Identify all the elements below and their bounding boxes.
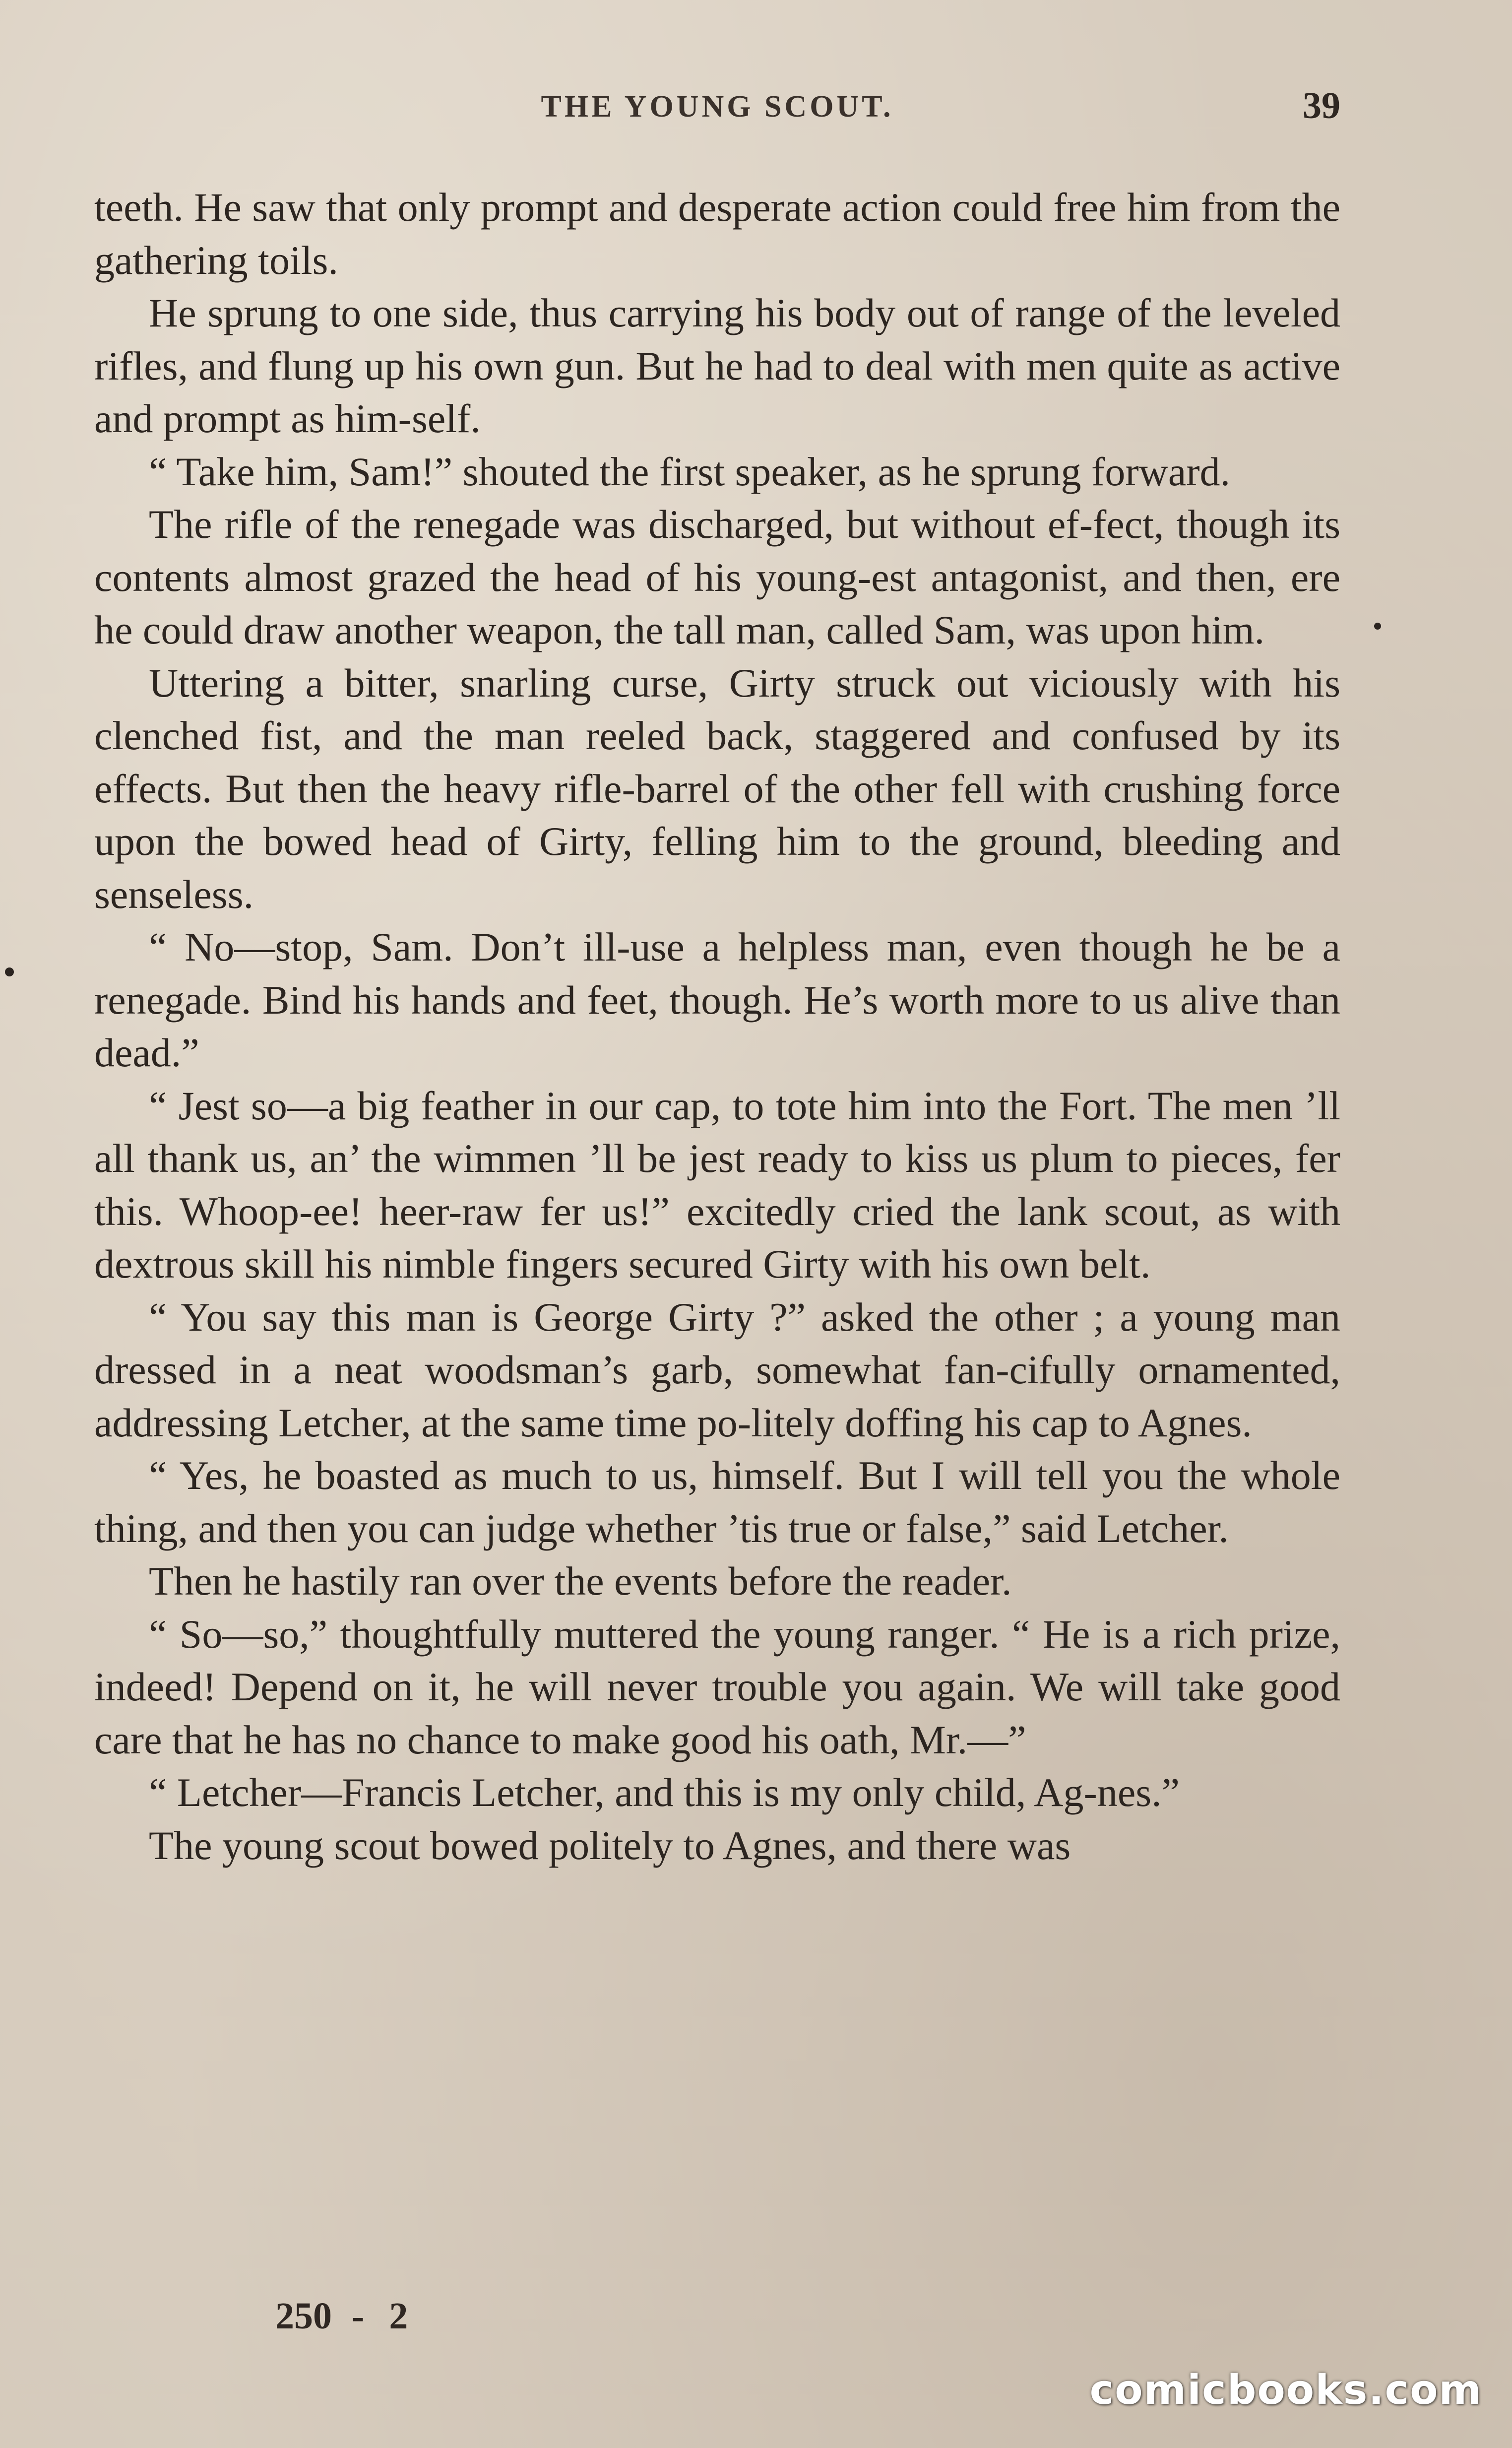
paragraph: “ Take him, Sam!” shouted the first speaker, as he sprung forward. — [149, 449, 1231, 494]
paragraph: “ You say this man is George Girty ?” asked the other ; a young man dressed in a neat woodsman’s garb, somewhat fan-cifully ornamented, addressing Letcher, at the same time po-litely doffing his cap to Agnes. — [94, 1294, 1340, 1445]
paragraph: “ Jest so—a big feather in our cap, to tote him into the Fort. The men ’ll all thank us, an’ the wimmen ’ll be jest ready to kiss us plum to pieces, fer this. Whoop-ee! heer-raw fer us!” excitedly cried the lank scout, as with dextrous skill his nimble fingers secured Girty with his own belt. — [94, 1083, 1340, 1287]
signature-separator: - — [352, 2295, 365, 2337]
ink-speck — [1374, 623, 1381, 630]
printer-signature — [275, 2295, 408, 2338]
body-text — [94, 181, 1340, 1872]
page-number: 39 — [1303, 85, 1340, 127]
signature-number: 250 — [275, 2295, 332, 2337]
paragraph: “ No—stop, Sam. Don’t ill-use a helpless man, even though he be a renegade. Bind his hands and feet, though. He’s worth more to us alive than dead.” — [94, 924, 1340, 1075]
paragraph: “ Yes, he boasted as much to us, himself. But I will tell you the whole thing, and then you can judge whether ’tis true or false,” said Letcher. — [94, 1453, 1340, 1551]
paragraph: Then he hastily ran over the events before the reader. — [149, 1558, 1012, 1604]
watermark: comicbooks.com — [1089, 2367, 1482, 2414]
paragraph: “ Letcher—Francis Letcher, and this is my only child, Ag-nes.” — [149, 1770, 1180, 1815]
page-header — [94, 84, 1340, 134]
ink-speck — [5, 967, 14, 976]
running-title: THE YOUNG SCOUT. — [541, 90, 894, 124]
sheet-number: 2 — [389, 2295, 408, 2337]
paragraph: teeth. He saw that only prompt and desperate action could free him from the gathering toils. — [94, 185, 1340, 283]
paragraph: “ So—so,” thoughtfully muttered the young ranger. “ He is a rich prize, indeed! Depend on it, he will never trouble you again. We will take good care that he has no chance to make good his oath, Mr.—” — [94, 1611, 1340, 1762]
paragraph: He sprung to one side, thus carrying his body out of range of the leveled rifles, and flung up his own gun. But he had to deal with men quite as active and prompt as him-self. — [94, 290, 1340, 441]
paragraph: The young scout bowed politely to Agnes, and there was — [149, 1822, 1071, 1868]
paragraph: Uttering a bitter, snarling curse, Girty struck out viciously with his clenched fist, and the man reeled back, staggered and confused by its effects. But then the heavy rifle-barrel of the other fell with crushing force upon the bowed head of Girty, felling him to the ground, bleeding and senseless. — [94, 660, 1340, 917]
paragraph: The rifle of the renegade was discharged, but without ef-fect, though its contents almost grazed the head of his young-est antagonist, and then, ere he could draw another weapon, the tall man, called Sam, was upon him. — [94, 502, 1340, 652]
